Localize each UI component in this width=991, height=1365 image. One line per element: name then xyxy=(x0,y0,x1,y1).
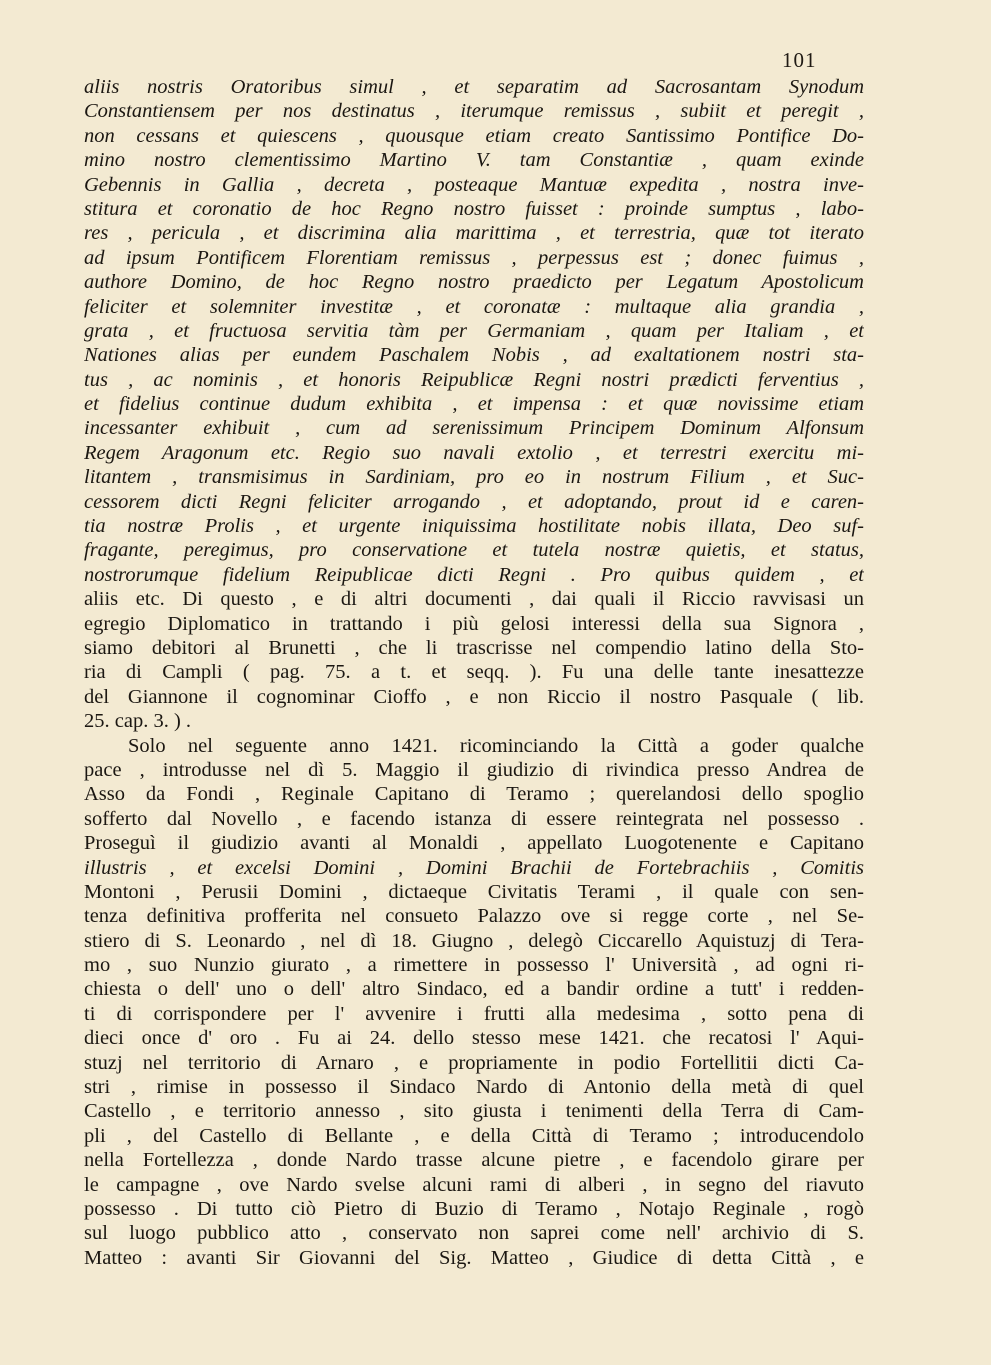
text-line: ria di Campli ( pag. 75. a t. et seqq. ). Fu una delle tante inesattezze xyxy=(84,661,864,684)
text-line: 25. cap. 3. ) . xyxy=(84,710,192,733)
text-line: res , pericula , et discrimina alia marittima , et terrestria, quæ tot iterato xyxy=(84,222,864,245)
text-line: Solo nel seguente anno 1421. ricominciando la Città a goder qualche xyxy=(128,734,864,757)
text-line: Constantiensem per nos destinatus , iterumque remissus , subiit et peregit , xyxy=(84,100,864,123)
text-line: chiesta o dell' uno o dell' altro Sindaco, ed a bandir ordine a tutt' i redden- xyxy=(84,978,864,1001)
text-line: siamo debitori al Brunetti , che li trascrisse nel compendio latino della Sto- xyxy=(84,636,864,659)
text-line: stitura et coronatio de hoc Regno nostro fuisset : proinde sumptus , labo- xyxy=(84,197,864,220)
text-line: Gebennis in Gallia , decreta , posteaque Mantuæ expedita , nostra inve- xyxy=(84,173,864,196)
text-line: Regem Aragonum etc. Regio suo navali extolio , et terrestri exercitu mi- xyxy=(84,441,864,464)
text-line: fragante, peregimus, pro conservatione et tutela nostræ quietis, et status, xyxy=(84,539,864,562)
text-line: Montoni , Perusii Domini , dictaeque Civitatis Terami , il quale con sen- xyxy=(84,880,864,903)
text-line: grata , et fructuosa servitia tàm per Germaniam , quam per Italiam , et xyxy=(84,319,864,342)
text-line: Asso da Fondi , Reginale Capitano di Teramo ; querelandosi dello spoglio xyxy=(84,783,864,806)
text-line: nella Fortellezza , donde Nardo trasse alcune pietre , e facendolo girare per xyxy=(84,1149,864,1172)
text-line: pli , del Castello di Bellante , e della Città di Teramo ; introducendolo xyxy=(84,1124,864,1147)
text-line: ad ipsum Pontificem Florentiam remissus , perpessus est ; donec fuimus , xyxy=(84,246,864,269)
text-line: non cessans et quiescens , quousque etiam creato Santissimo Pontifice Do- xyxy=(84,124,864,147)
text-line: Matteo : avanti Sir Giovanni del Sig. Matteo , Giudice di detta Città , e xyxy=(84,1246,864,1269)
text-line: del Giannone il cognominar Cioffo , e non Riccio il nostro Pasquale ( lib. xyxy=(84,685,864,708)
text-line: sul luogo pubblico atto , conservato non saprei come nell' archivio di S. xyxy=(84,1222,864,1245)
text-line: dieci once d' oro . Fu ai 24. dello stesso mese 1421. che recatosi l' Aqui- xyxy=(84,1027,864,1050)
text-line: Proseguì il giudizio avanti al Monaldi , appellato Luogotenente e Capitano xyxy=(84,832,864,855)
text-line: mo , suo Nunzio giurato , a rimettere in possesso l' Università , ad ogni ri- xyxy=(84,954,864,977)
text-line: stiero di S. Leonardo , nel dì 18. Giugno , delegò Ciccarello Aquistuzj di Tera- xyxy=(84,929,864,952)
text-line: pace , introdusse nel dì 5. Maggio il giudizio di rivindica presso Andrea de xyxy=(84,758,864,781)
page-number: 101 xyxy=(782,48,817,72)
text-line: mino nostro clementissimo Martino V. tam Constantiæ , quam exinde xyxy=(84,149,864,172)
text-line: tenza definitiva profferita nel consueto Palazzo ove si regge corte , nel Se- xyxy=(84,905,864,928)
page-text xyxy=(84,75,864,1345)
text-line: et fidelius continue dudum exhibita , et impensa : et quæ novissime etiam xyxy=(84,393,864,416)
text-line: authore Domino, de hoc Regno nostro praedicto per Legatum Apostolicum xyxy=(84,271,864,294)
text-line: stri , rimise in possesso il Sindaco Nardo di Antonio della metà di quel xyxy=(84,1076,864,1099)
text-line: le campagne , ove Nardo svelse alcuni rami di alberi , in segno del riavuto xyxy=(84,1173,864,1196)
text-line: nostrorumque fidelium Reipublicae dicti Regni . Pro quibus quidem , et xyxy=(84,563,864,586)
text-line: egregio Diplomatico in trattando i più gelosi interessi della sua Signora , xyxy=(84,612,864,635)
text-line: illustris , et excelsi Domini , Domini Brachii de Fortebrachiis , Comitis xyxy=(84,856,864,879)
text-line: tus , ac nominis , et honoris Reipublicæ Regni nostri prædicti ferventius , xyxy=(84,368,864,391)
text-line: stuzj nel territorio di Arnaro , e propriamente in podio Fortellitii dicti Ca- xyxy=(84,1051,864,1074)
text-line: cessorem dicti Regni feliciter arrogando , et adoptando, prout id e caren- xyxy=(84,490,864,513)
text-line: possesso . Di tutto ciò Pietro di Buzio di Teramo , Notajo Reginale , rogò xyxy=(84,1197,864,1220)
text-line: ti di corrispondere per l' avvenire i frutti alla medesima , sotto pena di xyxy=(84,1002,864,1025)
text-line: tia nostræ Prolis , et urgente iniquissima hostilitate nobis illata, Deo suf- xyxy=(84,515,864,538)
text-line: Castello , e territorio annesso , sito giusta i tenimenti della Terra di Cam- xyxy=(84,1100,864,1123)
text-line: Nationes alias per eundem Paschalem Nobis , ad exaltationem nostri sta- xyxy=(84,344,864,367)
text-line: aliis nostris Oratoribus simul , et separatim ad Sacrosantam Synodum xyxy=(84,76,864,98)
text-line: feliciter et solemniter investitæ , et coronatæ : multaque alia grandia , xyxy=(84,295,864,318)
text-line: aliis etc. Di questo , e di altri documenti , dai quali il Riccio ravvisasi un xyxy=(84,588,864,611)
text-line: litantem , transmisimus in Sardiniam, pro eo in nostrum Filium , et Suc- xyxy=(84,466,864,489)
text-line: sofferto dal Novello , e facendo istanza di essere reintegrata nel possesso . xyxy=(84,807,864,830)
text-line: incessanter exhibuit , cum ad serenissimum Principem Dominum Alfonsum xyxy=(84,417,864,440)
